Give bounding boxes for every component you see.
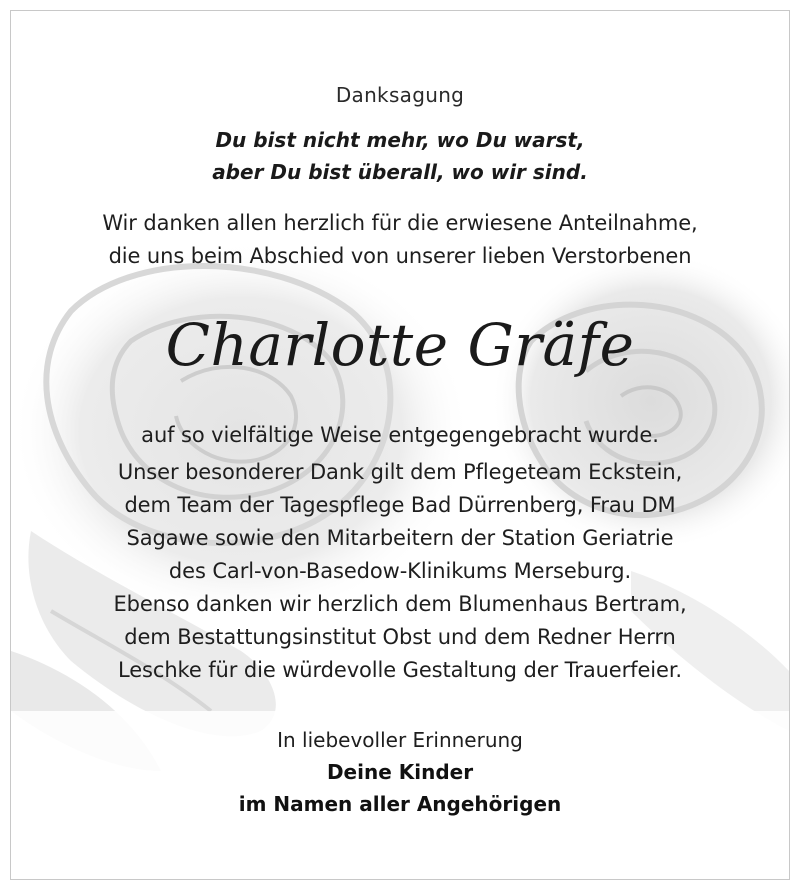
deceased-name: Charlotte Gräfe xyxy=(165,311,635,379)
notice-heading: Danksagung xyxy=(335,83,465,107)
closing-line: In liebevoller Erinnerung xyxy=(277,728,523,752)
signature-line-2: im Namen aller Angehörigen xyxy=(238,792,562,816)
motto-line-2: aber Du bist überall, wo wir sind. xyxy=(212,160,588,184)
body-line-6: Ebenso danken wir herzlich dem Blumenhaus Bertram, xyxy=(113,592,687,616)
notice-content xyxy=(11,11,789,879)
intro-line-1: Wir danken allen herzlich für die erwiesene Anteilnahme, xyxy=(102,211,698,235)
body-line-8: Leschke für die würdevolle Gestaltung der Trauerfeier. xyxy=(117,658,682,682)
body-line-3: dem Team der Tagespflege Bad Dürrenberg, Frau DM xyxy=(124,493,676,517)
signature-line-1: Deine Kinder xyxy=(326,760,474,784)
body-line-4: Sagawe sowie den Mitarbeitern der Station Geriatrie xyxy=(126,526,674,550)
body-line-2: Unser besonderer Dank gilt dem Pflegeteam Eckstein, xyxy=(117,460,683,484)
body-line-1: auf so vielfältige Weise entgegengebracht wurde. xyxy=(141,423,659,447)
intro-line-2: die uns beim Abschied von unserer lieben Verstorbenen xyxy=(108,244,692,268)
body-line-7: dem Bestattungsinstitut Obst und dem Redner Herrn xyxy=(124,625,676,649)
body-line-5: des Carl-von-Basedow-Klinikums Merseburg. xyxy=(168,559,632,583)
motto-line-1: Du bist nicht mehr, wo Du warst, xyxy=(215,128,585,152)
obituary-card xyxy=(10,10,790,880)
